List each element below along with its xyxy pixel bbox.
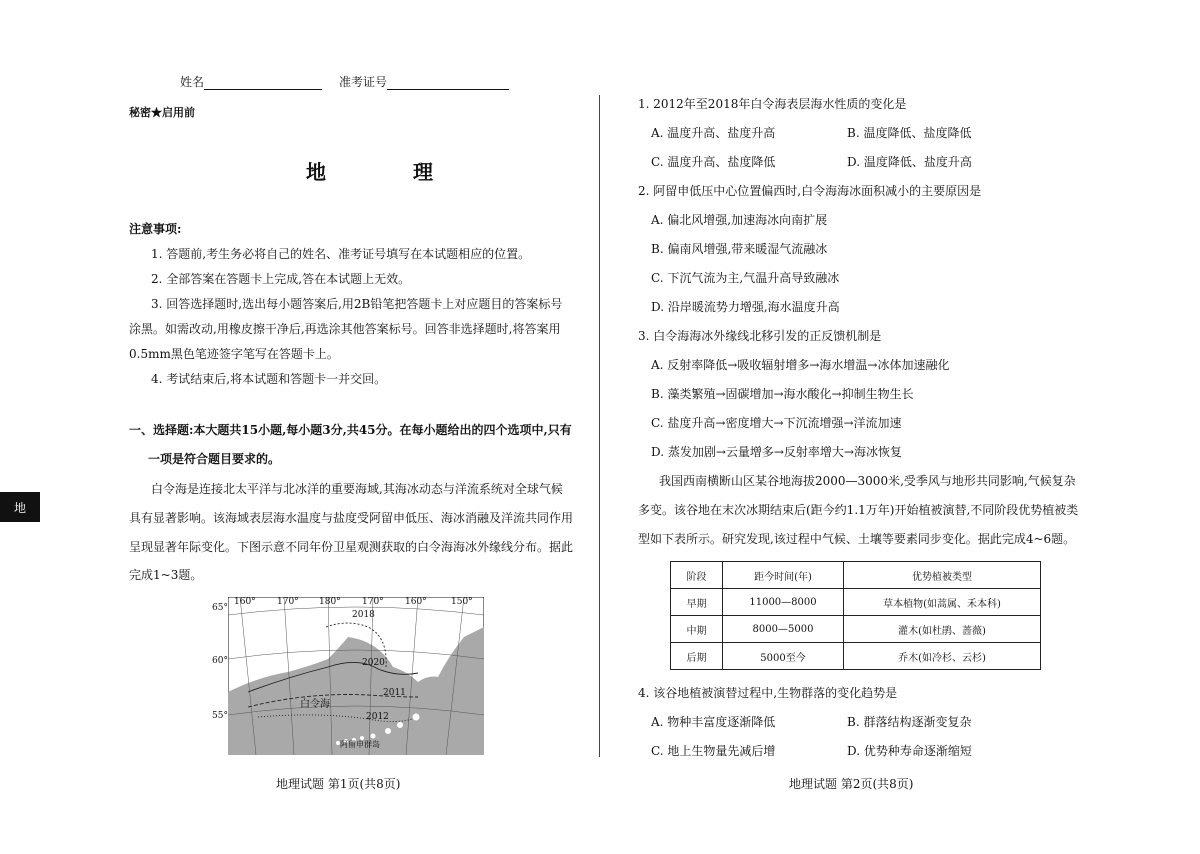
map-lon-label: 160° bbox=[234, 597, 256, 607]
option[interactable]: B. 温度降低、盐度降低 bbox=[847, 126, 972, 140]
option[interactable]: A. 反射率降低→吸收辐射增多→海水增温→冰体加速融化 bbox=[651, 358, 950, 372]
question-stem: 2. 阿留申低压中心位置偏西时,白令海海冰面积减小的主要原因是 bbox=[638, 184, 982, 198]
map-lon-label: 150° bbox=[451, 597, 473, 607]
option[interactable]: C. 盐度升高→密度增大→下沉流增强→洋流加速 bbox=[651, 416, 902, 430]
map-year-label: 2011 bbox=[383, 688, 406, 698]
option[interactable]: C. 下沉气流为主,气温升高导致融冰 bbox=[651, 271, 840, 285]
question-stem: 4. 该谷地植被演替过程中,生物群落的变化趋势是 bbox=[638, 686, 898, 700]
bering-sea-ice-map bbox=[228, 597, 484, 755]
notice-item: 2. 全部答案在答题卡上完成,答在本试题上无效。 bbox=[151, 272, 411, 286]
passage-line: 型如下表所示。研究发现,该过程中气候、土壤等要素同步变化。据此完成4~6题。 bbox=[638, 532, 1076, 546]
notice-item: 4. 考试结束后,将本试题和答题卡一并交回。 bbox=[151, 372, 387, 386]
notice-title: 注意事项: bbox=[129, 222, 182, 236]
notice-item: 3. 回答选择题时,选出每小题答案后,用2B铅笔把答题卡上对应题目的答案标号 bbox=[151, 297, 563, 311]
option[interactable]: D. 优势种寿命逐渐缩短 bbox=[847, 744, 972, 758]
exam-id-label: 准考证号 bbox=[339, 75, 388, 89]
option[interactable]: B. 偏南风增强,带来暖湿气流融冰 bbox=[651, 242, 828, 256]
exam-id-field[interactable] bbox=[339, 74, 509, 90]
map-lat-label: 55° bbox=[212, 711, 228, 721]
passage-line: 白令海是连接北太平洋与北冰洋的重要海域,其海冰动态与洋流系统对全球气候 bbox=[151, 482, 563, 496]
passage-line: 完成1~3题。 bbox=[129, 568, 203, 582]
option[interactable]: A. 偏北风增强,加速海冰向南扩展 bbox=[651, 213, 828, 227]
table-cell: 早期 bbox=[671, 589, 723, 616]
page-title: 地 理 bbox=[306, 160, 473, 184]
map-lon-label: 170° bbox=[277, 597, 299, 607]
option[interactable]: C. 地上生物量先减后增 bbox=[651, 744, 776, 758]
option[interactable]: C. 温度升高、盐度降低 bbox=[651, 155, 776, 169]
table-cell: 乔木(如冷杉、云杉) bbox=[844, 643, 1041, 670]
table-row bbox=[671, 589, 1041, 616]
table-header: 阶段 bbox=[671, 562, 723, 589]
map-year-label: 2018 bbox=[352, 610, 375, 620]
name-label: 姓名 bbox=[180, 75, 205, 89]
table-cell: 草本植物(如蒿属、禾本科) bbox=[844, 589, 1041, 616]
question-stem: 3. 白令海海冰外缘线北移引发的正反馈机制是 bbox=[638, 329, 882, 343]
map-lon-label: 180° bbox=[319, 597, 341, 607]
option[interactable]: A. 温度升高、盐度升高 bbox=[651, 126, 776, 140]
map-sea-label: 白令海 bbox=[300, 699, 330, 710]
map-lon-label: 160° bbox=[405, 597, 427, 607]
option[interactable]: D. 沿岸暖流势力增强,海水温度升高 bbox=[651, 300, 840, 314]
map-year-label: 2012 bbox=[366, 712, 389, 722]
passage-line: 多变。该谷地在末次冰期结束后(距今约1.1万年)开始植被演替,不同阶段优势植被类 bbox=[638, 503, 1079, 517]
table-cell: 8000—5000 bbox=[723, 616, 844, 643]
option[interactable]: A. 物种丰富度逐渐降低 bbox=[651, 715, 776, 729]
secret-mark: 秘密★启用前 bbox=[129, 106, 195, 119]
notice-item: 1. 答题前,考生务必将自己的姓名、准考证号填写在本试题相应的位置。 bbox=[151, 247, 531, 261]
map-lat-label: 65° bbox=[212, 603, 228, 613]
map-lon-label: 170° bbox=[362, 597, 384, 607]
table-header-row bbox=[671, 562, 1041, 589]
option[interactable]: B. 藻类繁殖→固碳增加→海水酸化→抑制生物生长 bbox=[651, 387, 914, 401]
notice-item: 涂黑。如需改动,用橡皮擦干净后,再选涂其他答案标号。回答非选择题时,将答案用 bbox=[129, 322, 561, 336]
footer-right: 地理试题 第2页(共8页) bbox=[789, 777, 914, 791]
table-header: 优势植被类型 bbox=[844, 562, 1041, 589]
table-row bbox=[671, 643, 1041, 670]
name-field[interactable] bbox=[180, 74, 322, 90]
table-header: 距今时间(年) bbox=[723, 562, 844, 589]
question-stem: 1. 2012年至2018年白令海表层海水性质的变化是 bbox=[638, 97, 907, 111]
vegetation-table bbox=[670, 561, 1041, 670]
option[interactable]: B. 群落结构逐渐变复杂 bbox=[847, 715, 972, 729]
option[interactable]: D. 蒸发加剧→云量增多→反射率增大→海冰恢复 bbox=[651, 445, 902, 459]
table-cell: 后期 bbox=[671, 643, 723, 670]
section-heading-cont: 一项是符合题目要求的。 bbox=[148, 452, 281, 466]
notice-item: 0.5mm黑色笔迹签字笔写在答题卡上。 bbox=[129, 347, 339, 361]
passage-line: 具有显著影响。该海域表层海水温度与盐度受阿留申低压、海冰消融及洋流共同作用 bbox=[129, 511, 574, 525]
page-divider bbox=[599, 95, 600, 757]
map-year-label: 2020 bbox=[362, 658, 385, 668]
passage-line: 我国西南横断山区某谷地海拔2000—3000米,受季风与地形共同影响,气候复杂 bbox=[659, 474, 1076, 488]
section-heading: 一、选择题:本大题共15小题,每小题3分,共45分。在每小题给出的四个选项中,只有 bbox=[129, 423, 572, 437]
map-aleutian-label: 阿留申群岛 bbox=[340, 740, 380, 749]
map-lat-label: 60° bbox=[212, 656, 228, 666]
passage-line: 呈现显著年际变化。下图示意不同年份卫星观测获取的白令海海冰外缘线分布。据此 bbox=[129, 540, 574, 554]
table-cell: 5000至今 bbox=[723, 643, 844, 670]
table-cell: 11000—8000 bbox=[723, 589, 844, 616]
table-cell: 中期 bbox=[671, 616, 723, 643]
table-row bbox=[671, 616, 1041, 643]
table-cell: 灌木(如杜鹃、蔷薇) bbox=[844, 616, 1041, 643]
footer-left: 地理试题 第1页(共8页) bbox=[276, 777, 401, 791]
subject-side-tab: 地 bbox=[0, 492, 40, 522]
option[interactable]: D. 温度降低、盐度升高 bbox=[847, 155, 972, 169]
